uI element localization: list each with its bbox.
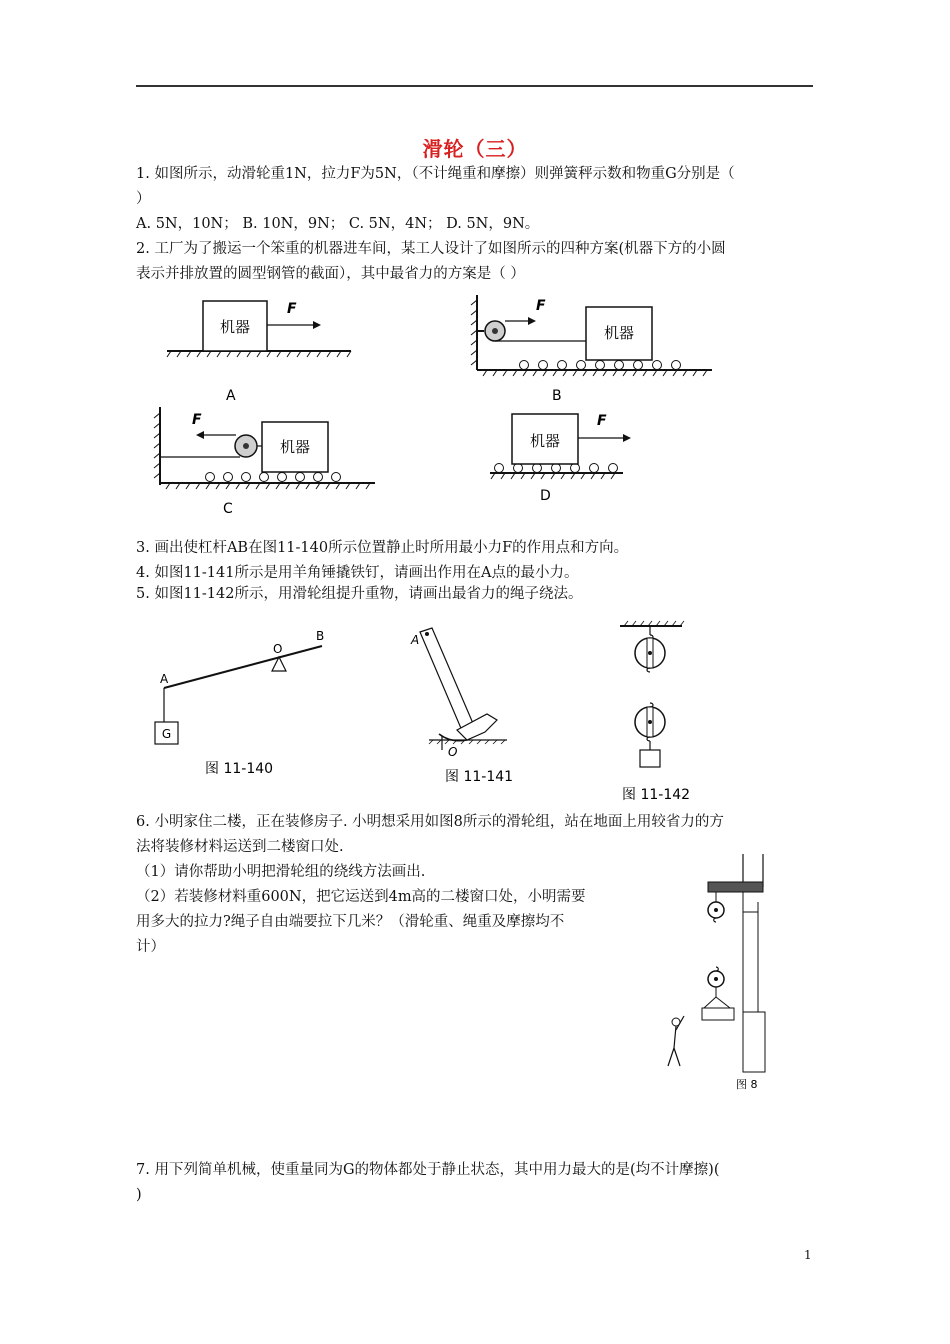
q6-part2-line1: （2）若装修材料重600N，把它运送到4m高的二楼窗口处，小明需要 xyxy=(136,889,586,905)
point-o-label: O xyxy=(273,642,283,656)
q6-text-line2: 法将装修材料运送到二楼窗口处. xyxy=(136,839,344,855)
window-upper xyxy=(743,912,758,1012)
figure-caption: 图 11-140 xyxy=(205,761,274,777)
q1-options: A. 5N，10N； B. 10N，9N； C. 5N，4N； D. 5N，9N。 xyxy=(136,216,540,232)
point-a-label: A xyxy=(160,672,169,686)
machine-label: 机器 xyxy=(603,324,635,342)
page-title: 滑轮（三） xyxy=(422,137,528,161)
figure-caption: 图 11-141 xyxy=(445,769,514,785)
figure-11-140 xyxy=(150,622,340,782)
q7-text-line2: ) xyxy=(136,1187,142,1203)
q7-text-line1: 7. 用下列简单机械，使重量同为G的物体都处于静止状态，其中用力最大的是(均不计摩擦)( xyxy=(136,1162,720,1178)
q2-text-line2: 表示并排放置的圆型钢管的截面），其中最省力的方案是（ ） xyxy=(136,266,525,282)
figure-11-142 xyxy=(612,620,702,805)
point-a-label: A xyxy=(411,633,420,647)
q1-text-line1: 1. 如图所示，动滑轮重1N，拉力F为5N，（不计绳重和摩擦）则弹簧秤示数和物重G分别是（ xyxy=(136,166,735,182)
q2-figure-d xyxy=(485,405,645,505)
q6-part2-line2: 用多大的拉力?绳子自由端要拉下几米？（滑轮重、绳重及摩擦均不 xyxy=(136,914,565,930)
force-label: F xyxy=(536,298,546,314)
force-label: F xyxy=(597,413,607,429)
figure-caption: C xyxy=(223,501,233,517)
point-o-label: O xyxy=(448,745,458,759)
figure-11-141 xyxy=(405,622,525,787)
q4-text: 4. 如图11-141所示是用羊角锤撬铁钉，请画出作用在A点的最小力。 xyxy=(136,565,579,581)
figure-8 xyxy=(648,852,798,1097)
lever-bar xyxy=(164,646,322,688)
machine-label: 机器 xyxy=(279,438,311,456)
page-number: 1 xyxy=(804,1248,812,1262)
door-lower xyxy=(743,1012,765,1072)
hammer-handle xyxy=(420,628,475,733)
q6-part1: （1）请你帮助小明把滑轮组的绕线方法画出. xyxy=(136,864,426,880)
q2-figure-a xyxy=(165,295,355,410)
force-label: F xyxy=(192,412,202,428)
q2-figure-c xyxy=(150,405,380,520)
force-label: F xyxy=(287,301,297,317)
q5-text: 5. 如图11-142所示，用滑轮组提升重物，请画出最省力的绳子绕法。 xyxy=(136,586,583,602)
figure-caption: A xyxy=(226,388,236,404)
materials-load xyxy=(702,1008,734,1020)
figure-caption: B xyxy=(552,388,562,404)
figure-caption: 图 8 xyxy=(736,1078,758,1091)
q6-text-line1: 6. 小明家住二楼，正在装修房子. 小明想采用如图8所示的滑轮组，站在地面上用较省力的方 xyxy=(136,814,724,830)
figure-caption: D xyxy=(540,488,551,504)
q2-text-line1: 2. 工厂为了搬运一个笨重的机器进车间，某工人设计了如图所示的四种方案(机器下方的小圆 xyxy=(136,241,726,257)
machine-label: 机器 xyxy=(219,318,251,336)
q2-figure-b xyxy=(462,295,717,410)
q3-text: 3. 画出使杠杆AB在图11-140所示位置静止时所用最小力F的作用点和方向。 xyxy=(136,540,629,556)
figure-caption: 图 11-142 xyxy=(622,787,691,803)
machine-label: 机器 xyxy=(529,432,561,450)
q1-text-line2: ） xyxy=(136,191,151,207)
point-b-label: B xyxy=(316,629,325,643)
q6-part2-line3: 计） xyxy=(136,939,165,955)
weight-box xyxy=(640,750,660,767)
header-rule xyxy=(136,85,813,87)
weight-label: G xyxy=(161,727,172,741)
